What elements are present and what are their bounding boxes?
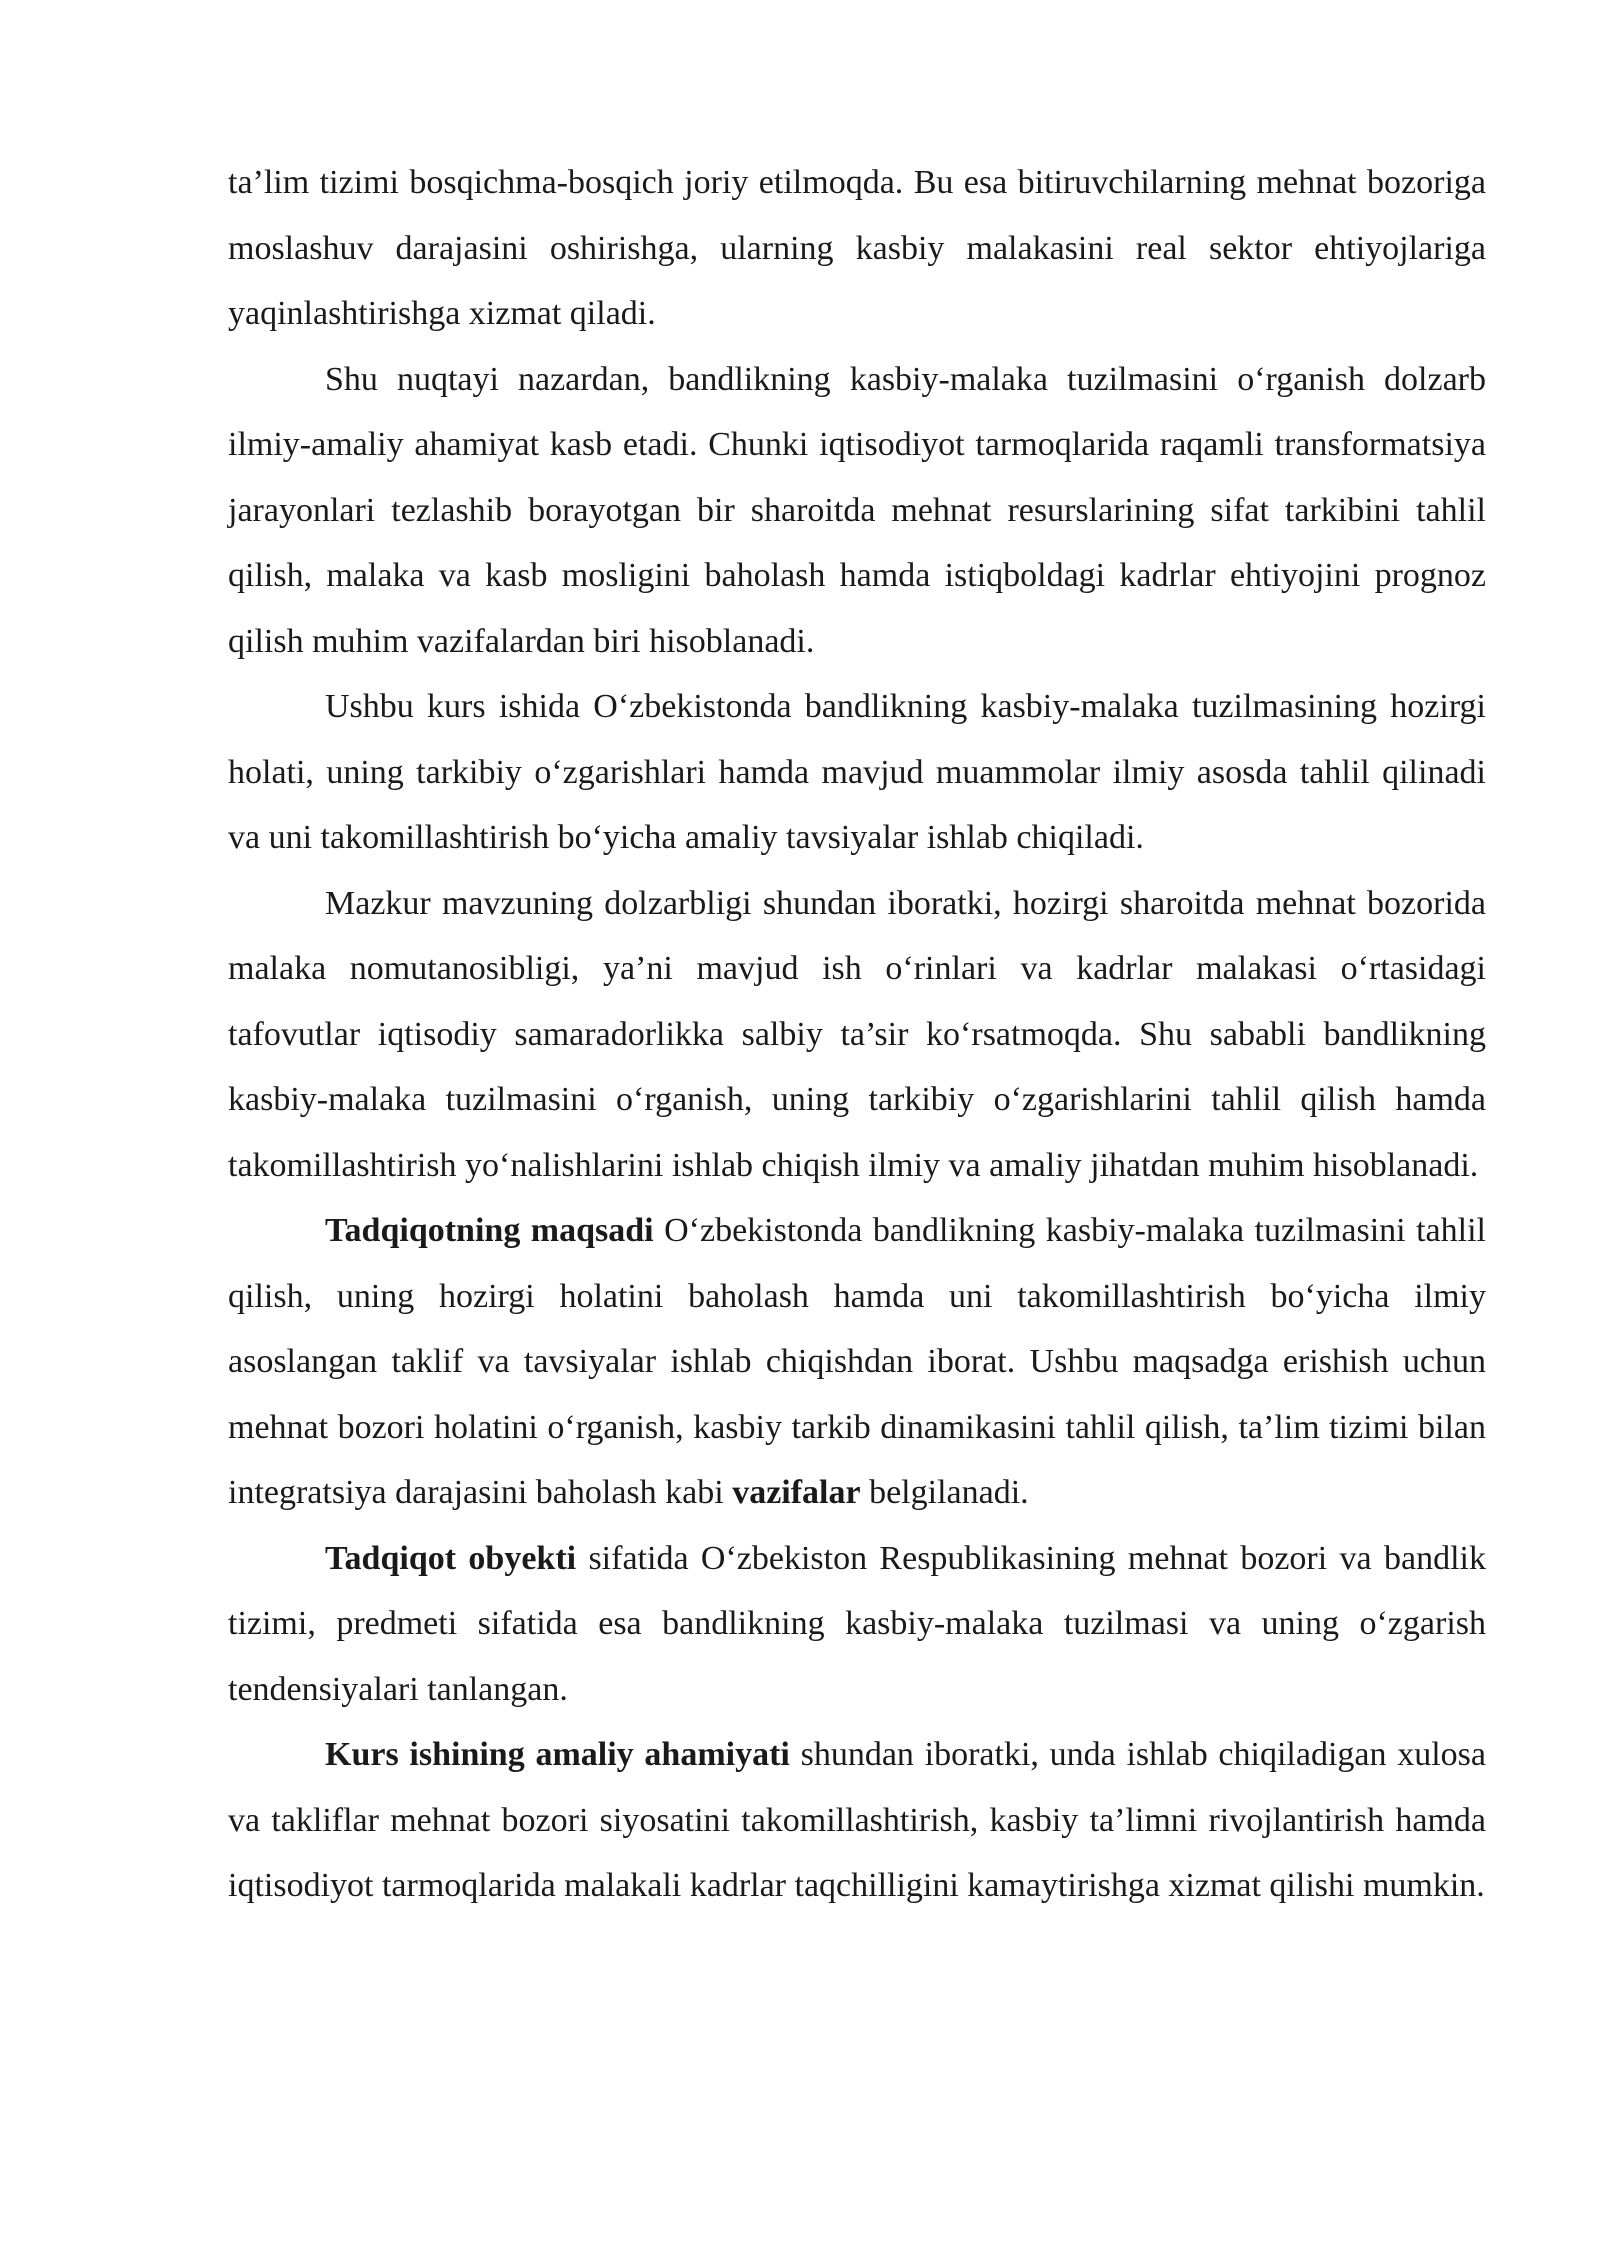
tasks-keyword: vazifalar: [732, 1474, 861, 1511]
paragraph-text: ta’lim tizimi bosqichma-bosqich joriy etilmoqda. Bu esa bitiruvchilarning mehnat bozoriga moslashuv darajasini oshirishga, ularning kasbiy malakasini real sektor ehtiyojlariga yaqinlashtirishga xizmat qiladi.: [228, 164, 1486, 332]
paragraph-text: Shu nuqtayi nazardan, bandlikning kasbiy-malaka tuzilmasini o‘rganish dolzarb ilmiy-amaliy ahamiyat kasb etadi. Chunki iqtisodiyot tarmoqlarida raqamli transformatsiya jarayonlari tezlashib borayotgan bir sharoitda mehnat resurslarining sifat tarkibini tahlil qilish, malaka va kasb mosligini baholash hamda istiqboldagi kadrlar ehtiyojini prognoz qilish muhim vazifalardan biri hisoblanadi.: [228, 360, 1486, 660]
paragraph-text: shundan iboratki, unda ishlab chiqiladigan xulosa va takliflar mehnat bozori siyosatini takomillashtirish, kasbiy ta’limni rivojlantirish hamda iqtisodiyot tarmoqlarida malakali kadrlar taqchilligini kamaytirishga xizmat qilishi mumkin.: [228, 1736, 1486, 1904]
research-object-heading: Tadqiqot obyekti: [325, 1539, 577, 1577]
paragraph-relevance-intro: [228, 347, 1486, 675]
practical-significance-heading: Kurs ishining amaliy ahamiyati: [325, 1736, 790, 1773]
paragraph-text: Ushbu kurs ishida O‘zbekistonda bandlikning kasbiy-malaka tuzilmasining hozirgi holati, uning tarkibiy o‘zgarishlari hamda mavjud muammolar ilmiy asosda tahlil qilinadi va uni takomillashtirish bo‘yicha amaliy tavsiyalar ishlab chiqiladi.: [228, 688, 1486, 856]
paragraph-continuation: [228, 150, 1486, 347]
document-page: [228, 150, 1486, 1919]
paragraph-course-scope: [228, 674, 1486, 871]
paragraph-text: sifatida O‘zbekiston Respublikasining mehnat bozori va bandlik tizimi, predmeti sifatida esa bandlikning kasbiy-malaka tuzilmasi va uning o‘zgarish tendensiyalari tanlangan.: [228, 1539, 1486, 1708]
paragraph-research-goal: [228, 1198, 1486, 1526]
paragraph-research-object: [228, 1526, 1486, 1723]
paragraph-tail: belgilanadi.: [860, 1474, 1029, 1511]
paragraph-text: Mazkur mavzuning dolzarbligi shundan iboratki, hozirgi sharoitda mehnat bozorida malaka nomutanosibligi, ya’ni mavjud ish o‘rinlari va kadrlar malakasi o‘rtasidagi tafovutlar iqtisodiy samaradorlikka salbiy ta’sir ko‘rsatmoqda. Shu sababli bandlikning kasbiy-malaka tuzilmasini o‘rganish, uning tarkibiy o‘zgarishlarini tahlil qilish hamda takomillashtirish yo‘nalishlarini ishlab chiqish ilmiy va amaliy jihatdan muhim hisoblanadi.: [228, 884, 1486, 1184]
paragraph-topic-relevance: [228, 871, 1486, 1199]
paragraph-practical-significance: [228, 1722, 1486, 1919]
research-goal-heading: Tadqiqotning maqsadi: [325, 1212, 654, 1249]
paragraph-text: O‘zbekistonda bandlikning kasbiy-malaka tuzilmasini tahlil qilish, uning hozirgi holatini baholash hamda uni takomillashtirish bo‘yicha ilmiy asoslangan taklif va tavsiyalar ishlab chiqishdan iborat. Ushbu maqsadga erishish uchun mehnat bozori holatini o‘rganish, kasbiy tarkib dinamikasini tahlil qilish, ta’lim tizimi bilan integratsiya darajasini baholash kabi: [228, 1212, 1486, 1511]
